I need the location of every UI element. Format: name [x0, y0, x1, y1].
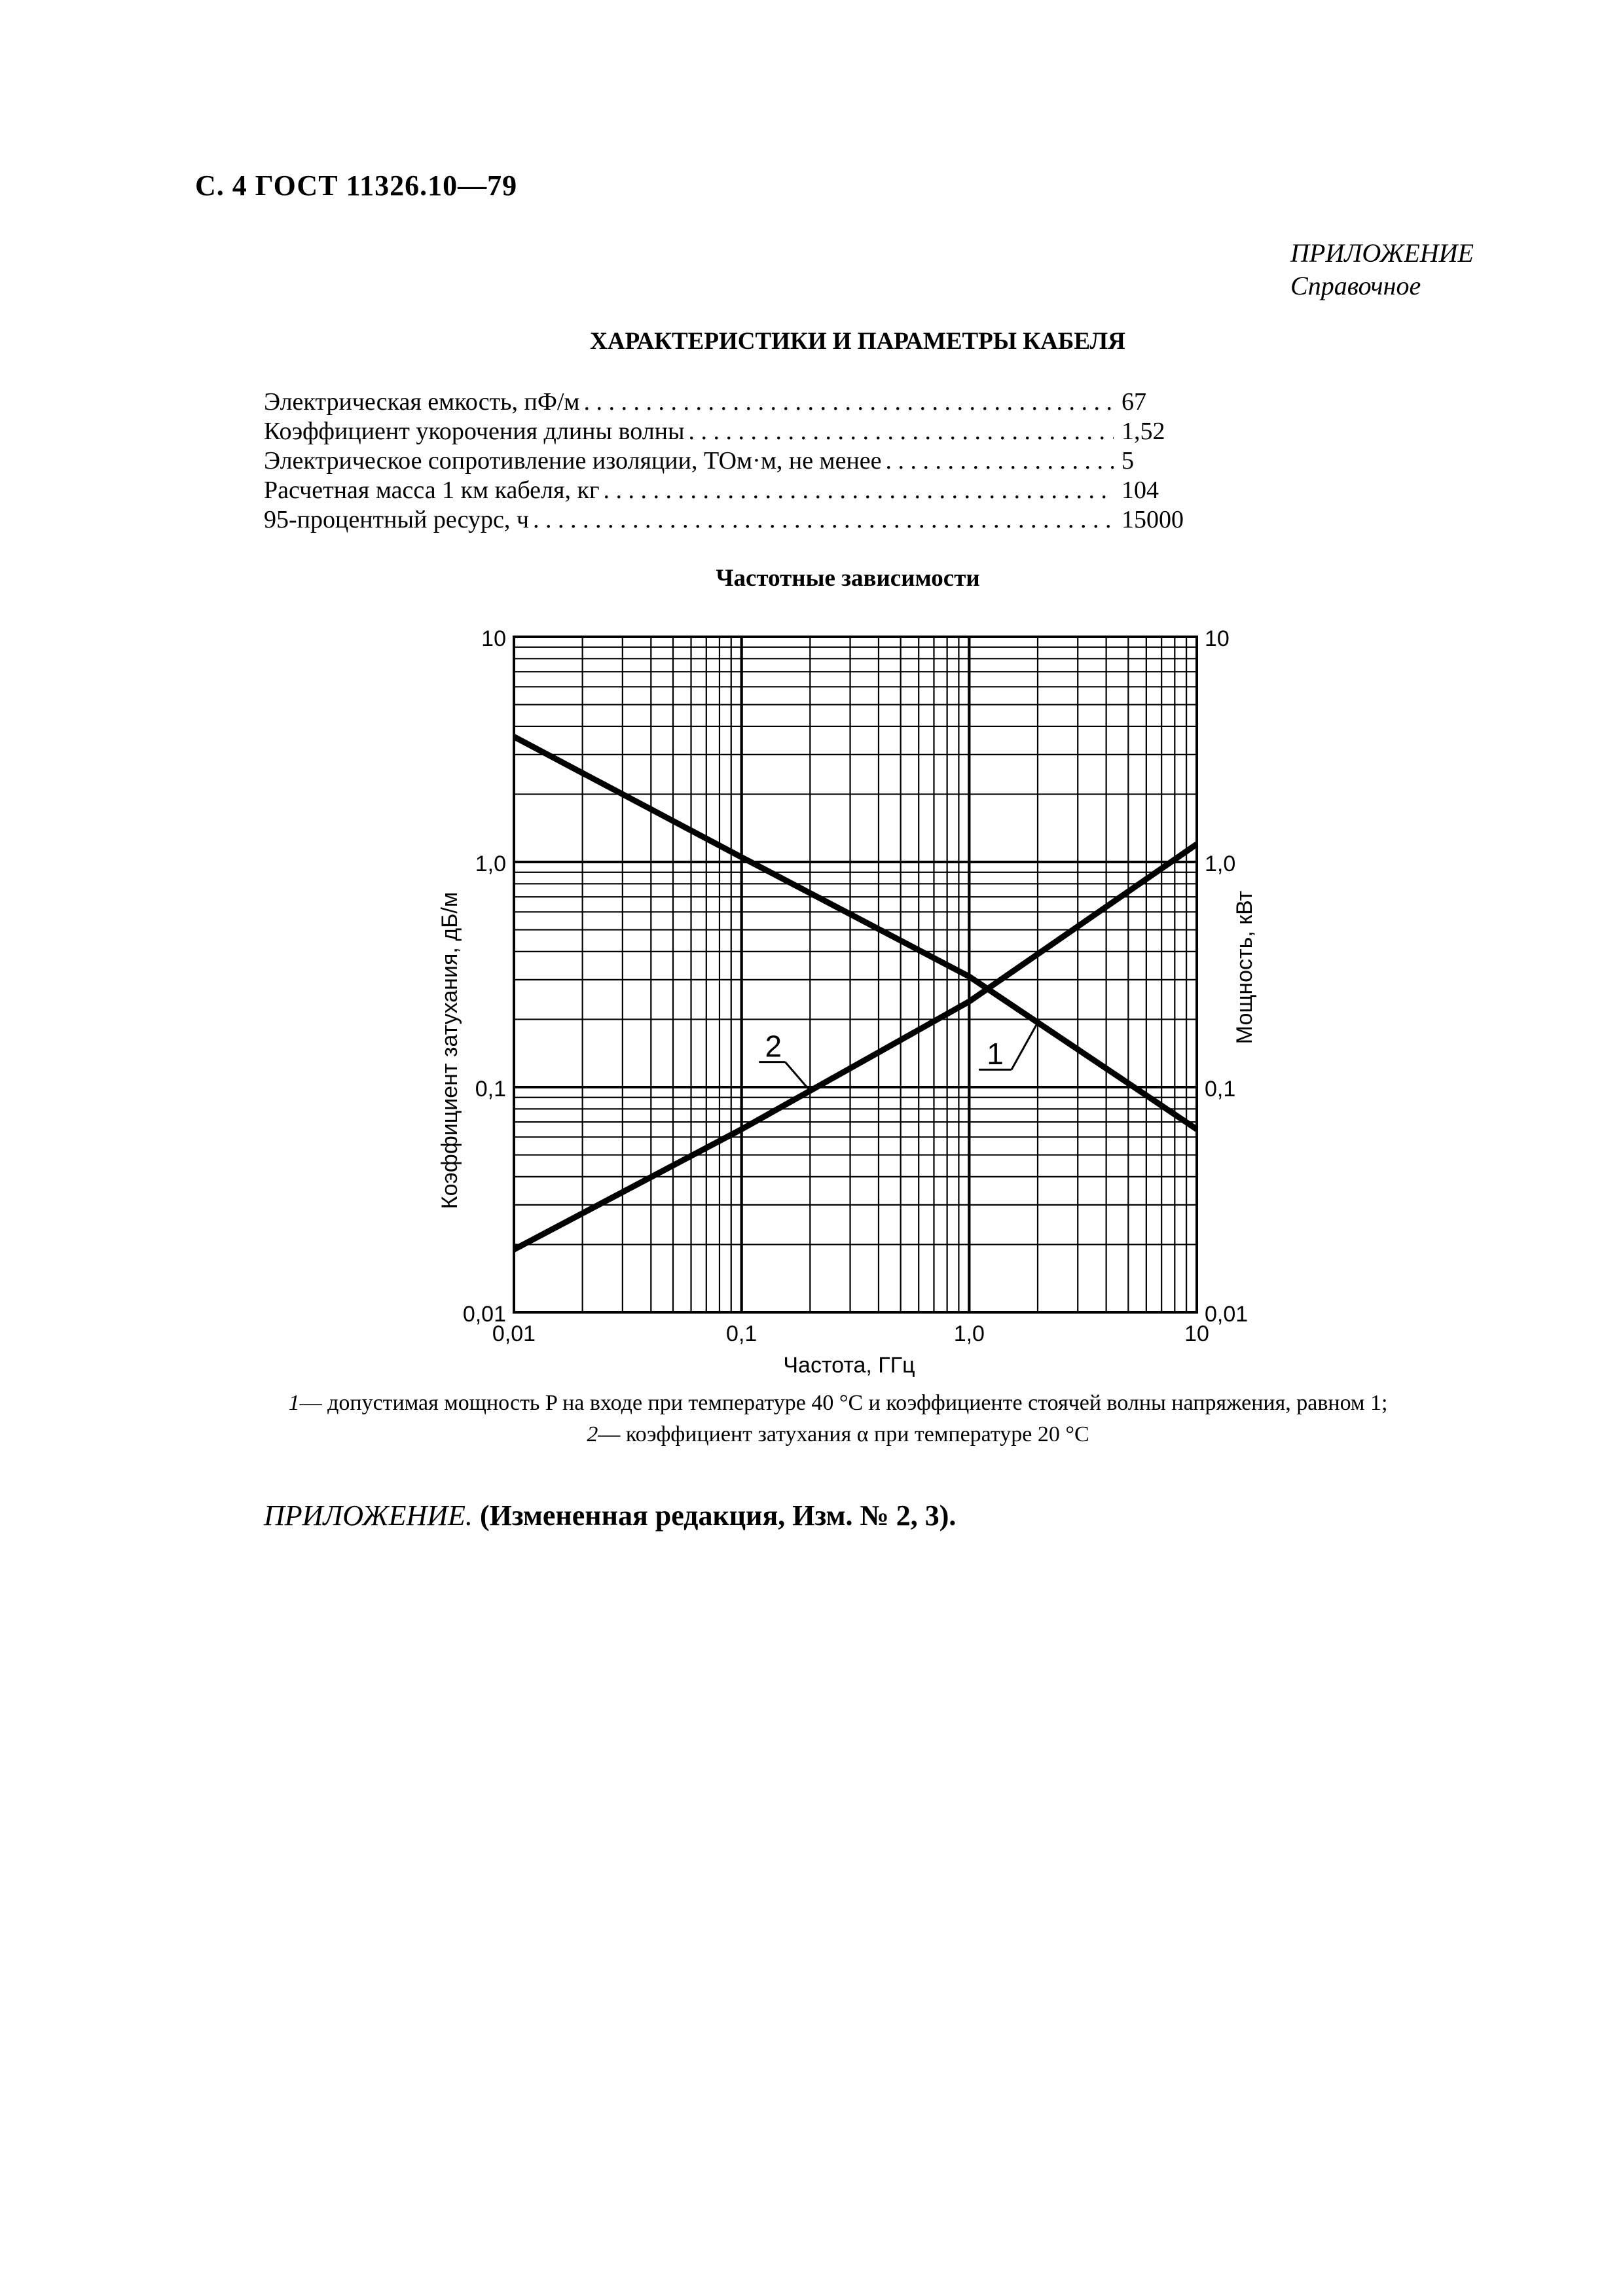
chart-ticks: [463, 626, 1248, 1346]
x-tick-label: 1,0: [953, 1321, 985, 1346]
curve-1-label: 1: [987, 1037, 1004, 1071]
parameter-value: 67: [1122, 388, 1146, 416]
x-tick-label: 10: [1184, 1321, 1209, 1346]
plot-frame: [514, 637, 1197, 1312]
y-tick-label-right: 10: [1205, 626, 1230, 651]
caption-item-2-text: — коэффициент затухания α при температуре 20 °С: [598, 1422, 1089, 1446]
series-line-1: [514, 737, 1197, 1130]
curve-2-label: 2: [765, 1029, 782, 1064]
footer-appendix: ПРИЛОЖЕНИЕ.: [264, 1499, 473, 1532]
caption-item-1-text: — допустимая мощность P на входе при температуре 40 °С и коэффициенте стоячей волны напряжения, равном 1;: [299, 1391, 1388, 1415]
chart-title: Частотные зависимости: [716, 565, 980, 592]
caption-item-1-number: 1: [288, 1391, 300, 1415]
page-footer: [264, 1499, 956, 1532]
parameter-value: 1,52: [1122, 418, 1165, 445]
parameter-label: Коэффициент укорочения длины волны: [264, 418, 685, 445]
parameter-value: 104: [1122, 476, 1159, 504]
appendix-title: ПРИЛОЖЕНИЕ: [1290, 238, 1474, 268]
y-tick-label-left: 0,1: [475, 1077, 506, 1102]
footer-edition-note: (Измененная редакция, Изм. № 2, 3).: [479, 1499, 957, 1532]
y-axis-label-left: Коэффициент затухания, дБ/м: [437, 891, 462, 1210]
caption-line-1: [196, 1388, 1480, 1419]
parameter-label: Электрическое сопротивление изоляции, ТОм·м, не менее: [264, 447, 882, 475]
x-tick-label: 0,01: [492, 1321, 536, 1346]
curve-1-leader: [1012, 1022, 1038, 1069]
curve-labels: [759, 1022, 1038, 1090]
figure-caption: [196, 1388, 1480, 1450]
parameter-label: Расчетная масса 1 км кабеля, кг: [264, 476, 600, 504]
caption-item-2-number: 2: [587, 1422, 598, 1446]
y-tick-label-left: 0,01: [462, 1302, 506, 1327]
chart-grid: [514, 637, 1197, 1312]
appendix-subtitle: Справочное: [1290, 271, 1421, 300]
parameter-label: 95-процентный ресурс, ч: [264, 506, 529, 533]
x-tick-label: 0,1: [726, 1321, 757, 1346]
y-tick-label-left: 10: [481, 626, 506, 651]
y-tick-label-left: 1,0: [475, 852, 506, 876]
parameter-value: 5: [1122, 447, 1134, 475]
caption-line-2: [196, 1419, 1480, 1450]
y-tick-label-right: 1,0: [1205, 852, 1236, 876]
section-title: ХАРАКТЕРИСТИКИ И ПАРАМЕТРЫ КАБЕЛЯ: [590, 328, 1125, 355]
y-axis-label-right: Мощность, кВт: [1232, 890, 1257, 1045]
chart-series: [514, 737, 1197, 1249]
x-axis-label: Частота, ГГц: [783, 1353, 915, 1378]
y-tick-label-right: 0,1: [1205, 1077, 1236, 1102]
parameter-value: 15000: [1122, 506, 1184, 533]
y-tick-label-right: 0,01: [1205, 1302, 1249, 1327]
page-header: С. 4 ГОСТ 11326.10—79: [195, 170, 518, 202]
series-line-2: [514, 844, 1197, 1249]
parameter-label: Электрическая емкость, пФ/м: [264, 388, 580, 416]
